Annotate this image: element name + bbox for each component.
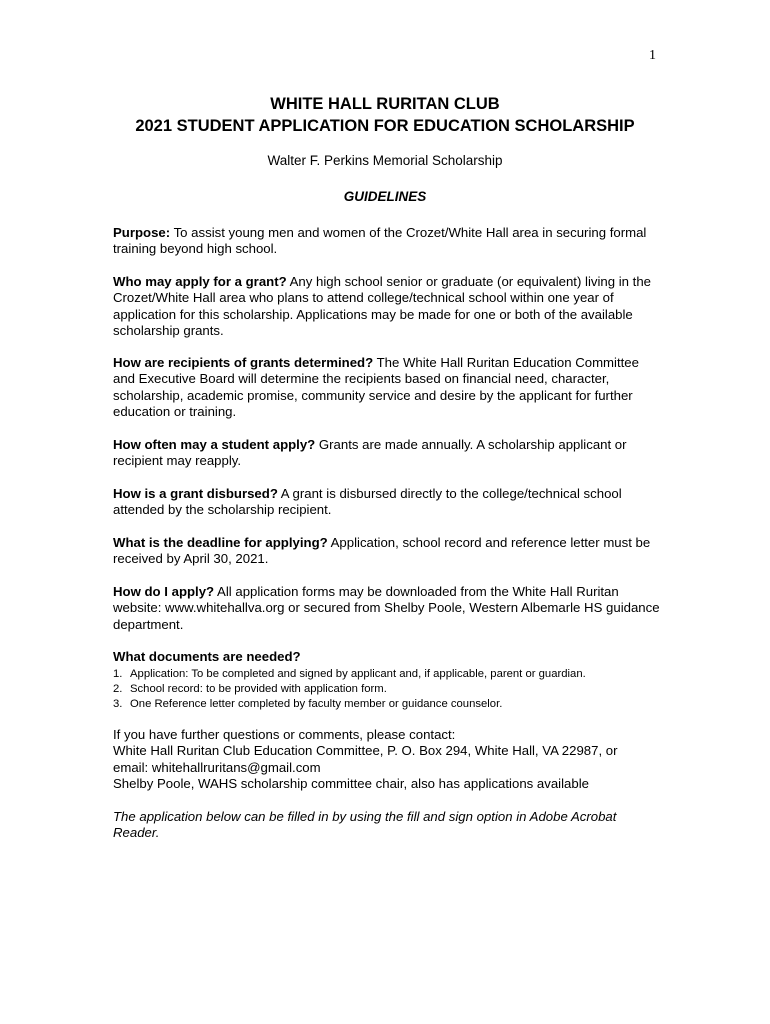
title-club-name: WHITE HALL RURITAN CLUB xyxy=(270,95,500,113)
section-recipients xyxy=(113,355,661,421)
documents-heading: What documents are needed? xyxy=(113,649,301,664)
section-purpose-text: To assist young men and women of the Crozet/White Hall area in securing formal training beyond high school. xyxy=(113,225,647,257)
guidelines-heading: GUIDELINES xyxy=(343,189,427,204)
list-item-number: 2. xyxy=(113,683,123,695)
section-recipients-text: The White Hall Ruritan Education Committee and Executive Board will determine the recipients based on financial need, character, scholarship, academic promise, community service and desire by the applicant for further education or training. xyxy=(113,355,639,420)
section-how-apply-label: How do I apply? xyxy=(113,584,215,599)
section-how-apply-text: All application forms may be downloaded from the White Hall Ruritan website: www.whitehallva.org or secured from Shelby Poole, Western Albemarle HS guidance department. xyxy=(113,584,660,632)
section-who-may-apply-text: Any high school senior or graduate (or equivalent) living in the Crozet/White Hall area who plans to attend college/technical school within one year of application for this scholarship. Applications may be made for one or both of the available scholarship grants. xyxy=(113,274,651,339)
fill-sign-note: The application below can be filled in by using the fill and sign option in Adobe Acrobat Reader. xyxy=(113,809,617,841)
list-item-number: 1. xyxy=(113,668,123,680)
section-recipients-label: How are recipients of grants determined? xyxy=(113,355,374,370)
contact-chair: Shelby Poole, WAHS scholarship committee chair, also has applications available xyxy=(113,776,589,792)
section-deadline-label: What is the deadline for applying? xyxy=(113,535,328,550)
section-who-may-apply-label: Who may apply for a grant? xyxy=(113,274,287,289)
section-disbursed-label: How is a grant disbursed? xyxy=(113,486,278,501)
documents-list xyxy=(113,667,673,712)
list-item-text: School record: to be provided with application form. xyxy=(130,683,387,695)
list-item-text: One Reference letter completed by faculty member or guidance counselor. xyxy=(130,698,503,710)
list-item xyxy=(113,667,673,682)
contact-block xyxy=(113,727,673,793)
section-deadline xyxy=(113,535,661,568)
section-how-often xyxy=(113,437,661,470)
section-how-often-text: Grants are made annually. A scholarship applicant or recipient may reapply. xyxy=(113,437,627,469)
contact-intro: If you have further questions or comments, please contact: xyxy=(113,727,456,742)
subtitle-scholarship-name: Walter F. Perkins Memorial Scholarship xyxy=(267,153,503,168)
list-item xyxy=(113,697,673,712)
list-item-text: Application: To be completed and signed by applicant and, if applicable, parent or guardian. xyxy=(130,668,586,680)
section-deadline-text: Application, school record and reference letter must be received by April 30, 2021. xyxy=(113,535,651,567)
section-how-apply xyxy=(113,584,661,633)
section-disbursed xyxy=(113,486,661,519)
section-disbursed-text: A grant is disbursed directly to the college/technical school attended by the scholarship recipient. xyxy=(113,486,622,518)
section-purpose xyxy=(113,225,661,258)
title-application: 2021 STUDENT APPLICATION FOR EDUCATION SCHOLARSHIP xyxy=(135,117,635,135)
page-number: 1 xyxy=(649,48,656,63)
section-how-often-label: How often may a student apply? xyxy=(113,437,316,452)
section-purpose-label: Purpose: xyxy=(113,225,171,240)
list-item-number: 3. xyxy=(113,698,123,710)
contact-address: White Hall Ruritan Club Education Committee, P. O. Box 294, White Hall, VA 22987, or xyxy=(113,743,618,759)
contact-email: email: whitehallruritans@gmail.com xyxy=(113,759,321,775)
list-item xyxy=(113,682,673,697)
section-who-may-apply xyxy=(113,274,661,340)
